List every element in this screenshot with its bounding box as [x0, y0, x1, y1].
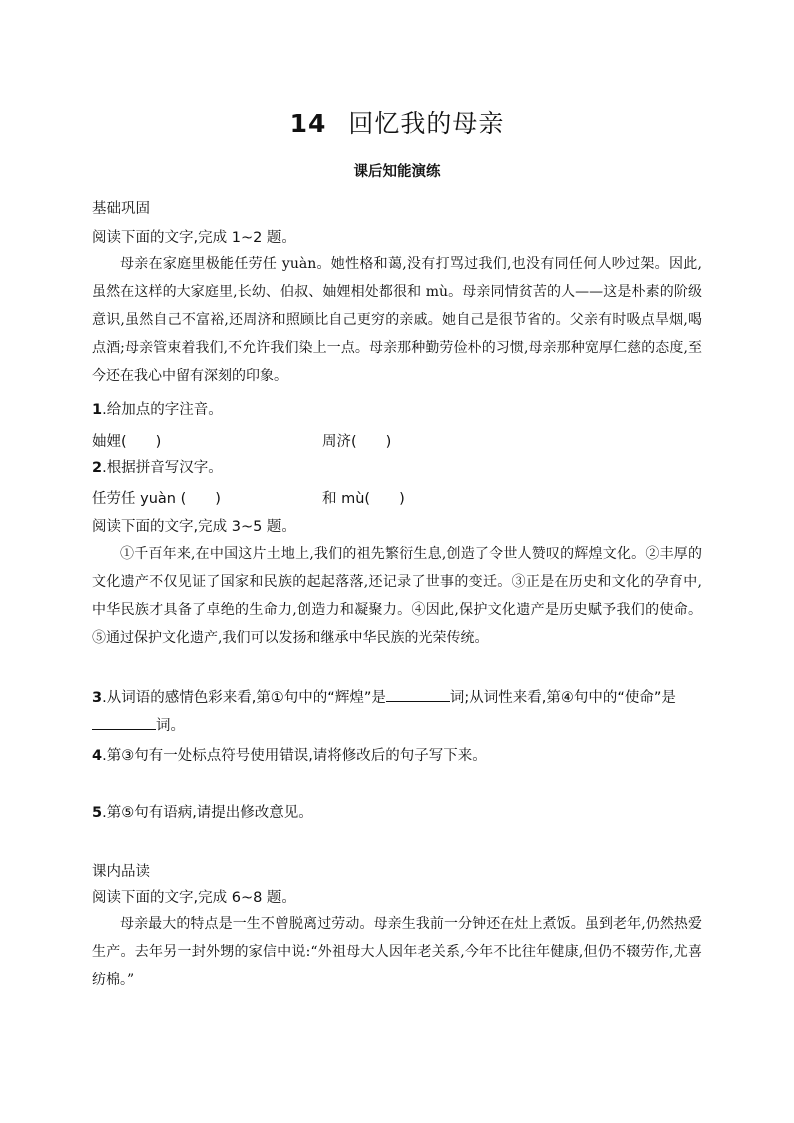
- question-3: [92, 684, 702, 740]
- lesson-title-text: 回忆我的母亲: [348, 109, 505, 138]
- lesson-number: 14: [289, 109, 327, 138]
- question-number: 2: [92, 460, 103, 476]
- pinyin-answer-blank[interactable]: 妯娌( ): [92, 434, 162, 450]
- instruction-1: 阅读下面的文字,完成 1~2 题。: [92, 230, 296, 246]
- question-text: .根据拼音写汉字。: [102, 460, 223, 476]
- hanzi-answer-blank[interactable]: 任劳任 yuàn ( ): [92, 491, 221, 507]
- section-heading-reading: 课内品读: [92, 864, 150, 880]
- question-text: .第⑤句有语病,请提出修改意见。: [102, 805, 313, 821]
- question-2: [92, 454, 702, 482]
- passage-2: ①千百年来,在中国这片土地上,我们的祖先繁衍生息,创造了令世人赞叹的辉煌文化。②丰厚的文化遗产不仅见证了国家和民族的起起落落,还记录了世事的变迁。③正是在历史和文化的孕育中,中华民族才具备了卓绝的生命力,创造力和凝聚力。④因此,保护文化遗产是历史赋予我们的使命。⑤通过保护文化遗产,我们可以发扬和继承中华民族的光荣传统。: [92, 546, 702, 646]
- question-1: [92, 396, 702, 424]
- hanzi-answer-blank[interactable]: 和 mù( ): [322, 491, 405, 507]
- answer-blank[interactable]: [92, 715, 156, 730]
- passage-1: 母亲在家庭里极能任劳任 yuàn。她性格和蔼,没有打骂过我们,也没有同任何人吵过架。因此,虽然在这样的大家庭里,长幼、伯叔、妯娌相处都很和 mù。母亲同情贫苦的人——这是朴素的阶级意识,虽然自己不富裕,还周济和照顾比自己更穷的亲戚。她自己是很节省的。父亲有时吸点旱烟,喝点酒;母亲管束着我们,不允许我们染上一点。母亲那种勤劳俭朴的习惯,母亲那种宽厚仁慈的态度,至今还在我心中留有深刻的印象。: [92, 256, 702, 384]
- answer-blank[interactable]: [386, 687, 450, 702]
- question-text: .给加点的字注音。: [102, 402, 223, 418]
- instruction-3: 阅读下面的文字,完成 6~8 题。: [92, 890, 296, 906]
- question-text: .第③句有一处标点符号使用错误,请将修改后的句子写下来。: [102, 748, 487, 764]
- question-text: 词;从词性来看,第④句中的“使命”是: [449, 690, 676, 706]
- lesson-title: [0, 104, 794, 140]
- passage-3: 母亲最大的特点是一生不曾脱离过劳动。母亲生我前一分钟还在灶上煮饭。虽到老年,仍然热爱生产。去年另一封外甥的家信中说:“外祖母大人因年老关系,今年不比往年健康,但仍不辍劳作,尤喜纺棉。”: [92, 916, 702, 988]
- question-4: [92, 742, 702, 770]
- question-number: 3: [92, 690, 103, 706]
- pinyin-answer-blank[interactable]: 周济( ): [322, 434, 392, 450]
- question-5: [92, 799, 702, 827]
- question-number: 5: [92, 805, 103, 821]
- section-heading-basic: 基础巩固: [92, 201, 150, 217]
- question-number: 1: [92, 402, 103, 418]
- question-text: .从词语的感情色彩来看,第①句中的“辉煌”是: [102, 690, 386, 706]
- question-number: 4: [92, 748, 103, 764]
- instruction-2: 阅读下面的文字,完成 3~5 题。: [92, 519, 296, 535]
- section-subtitle: 课后知能演练: [353, 164, 441, 180]
- question-text: 词。: [156, 718, 185, 734]
